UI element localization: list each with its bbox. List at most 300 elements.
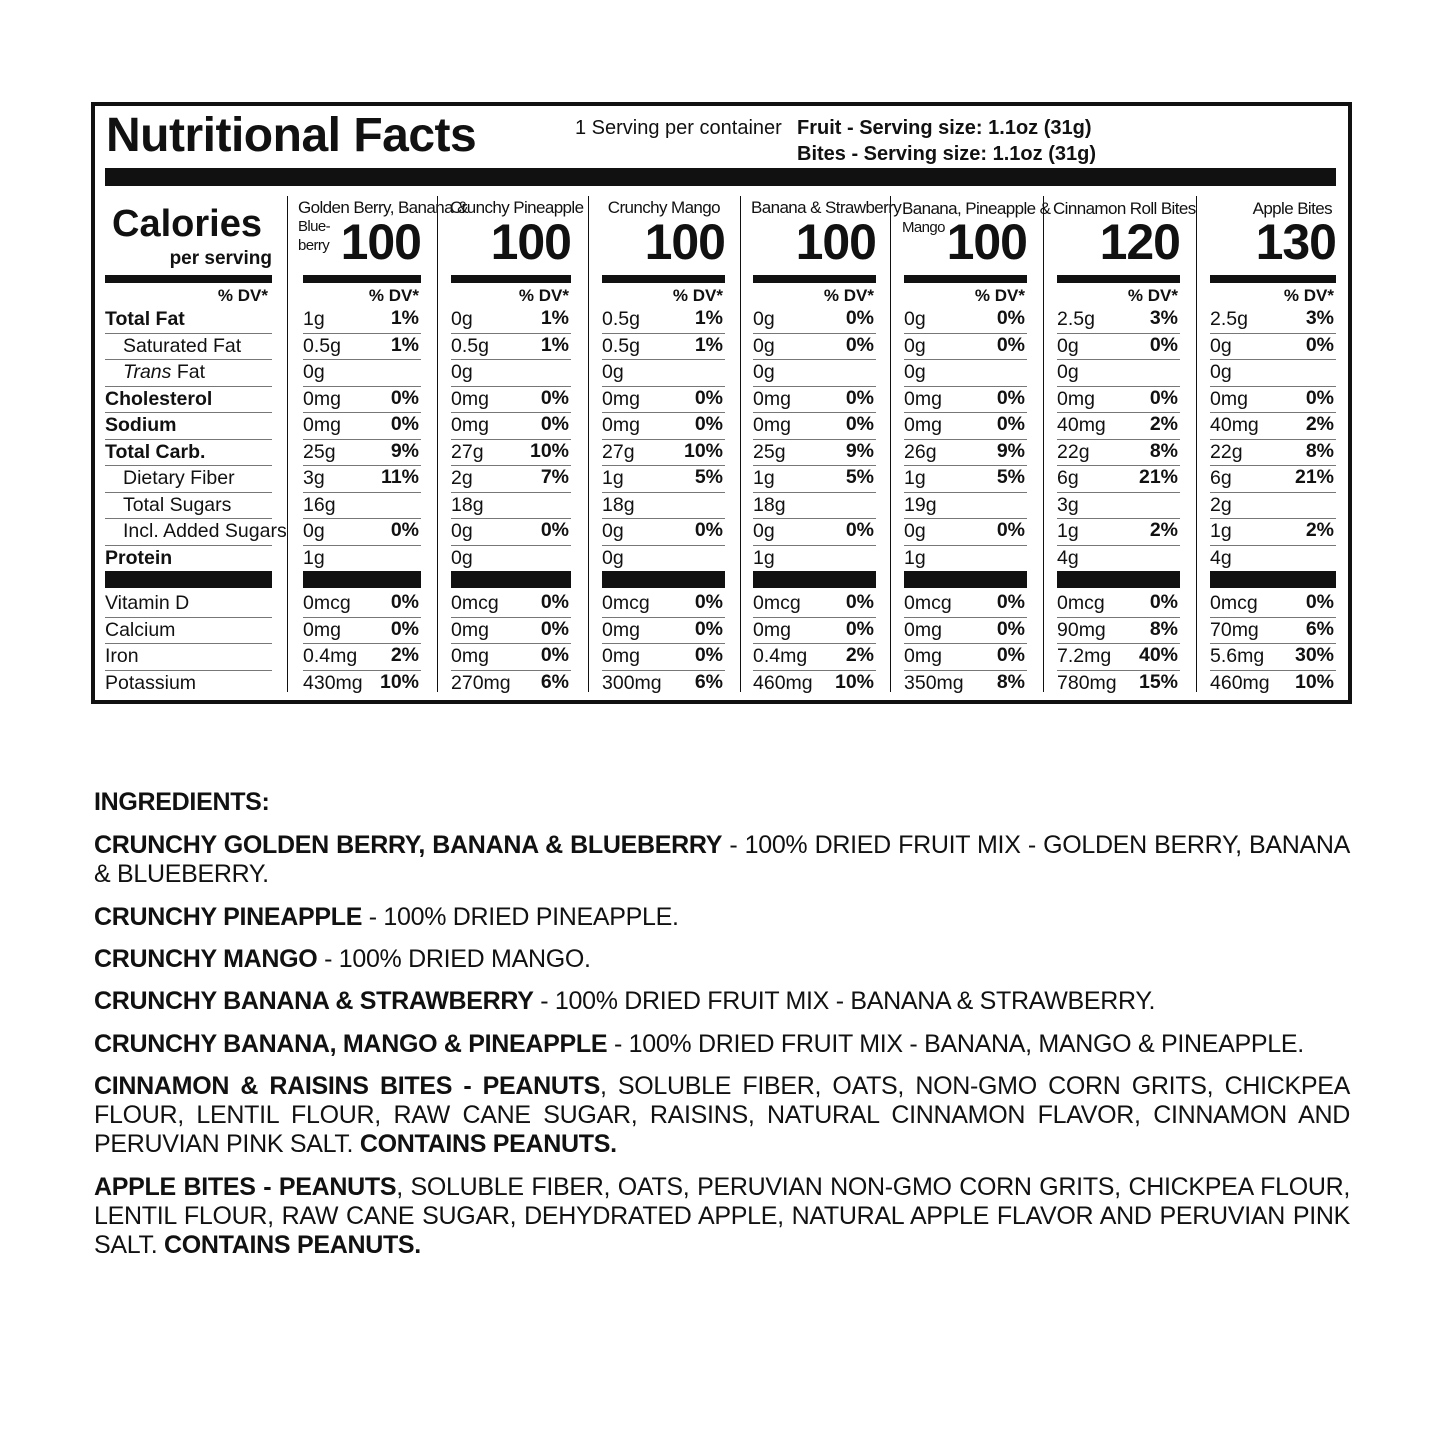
nutrient-amount: 25g bbox=[753, 440, 786, 463]
ingredient-text: - 100% DRIED PINEAPPLE. bbox=[362, 903, 679, 931]
column-separator bbox=[588, 196, 589, 692]
nutrient-amount: 1g bbox=[904, 546, 926, 569]
row-rule bbox=[753, 545, 876, 546]
nutrient-dv: 8% bbox=[1149, 439, 1178, 462]
nutrient-dv: 10% bbox=[1294, 670, 1334, 693]
nutrient-amount: 26g bbox=[904, 440, 937, 463]
nutrient-dv: 5% bbox=[996, 466, 1025, 488]
calories-value: 100 bbox=[946, 214, 1027, 270]
dv-header: % DV* bbox=[823, 286, 874, 305]
section-bar bbox=[753, 571, 876, 588]
calories-value: 100 bbox=[795, 214, 876, 270]
nutrient-amount: 270mg bbox=[451, 671, 511, 694]
ingredient-product-name: CINNAMON & RAISINS BITES - PEANUTS bbox=[94, 1072, 600, 1100]
nutrient-amount: 0mg bbox=[602, 618, 640, 641]
row-rule bbox=[105, 465, 272, 466]
nutrient-dv: 0% bbox=[845, 519, 874, 541]
nutrient-amount: 0mg bbox=[602, 645, 640, 667]
dv-header: % DV* bbox=[1127, 286, 1178, 305]
row-rule bbox=[105, 518, 272, 519]
nutrient-dv: 11% bbox=[381, 466, 419, 488]
nutrient-dv: 40% bbox=[1138, 644, 1178, 666]
nutrient-amount: 18g bbox=[451, 493, 484, 516]
section-bar bbox=[904, 571, 1027, 588]
ingredient-text: , SOLUBLE FIBER, OATS, PERUVIAN NON-GMO CORN GRITS, CHICKPEA FLOUR, LENTIL FLOUR, RAW CANE SUGAR, DEHYDRATED APPLE, NATURAL APPLE FLAVOR AND PERUVIAN PINK SALT. bbox=[94, 1173, 1350, 1259]
section-bar bbox=[1057, 571, 1180, 588]
nutrient-amount: 3g bbox=[303, 467, 325, 489]
nutrient-dv: 9% bbox=[390, 439, 419, 462]
nutrient-dv: 10% bbox=[834, 670, 874, 693]
nutrient-amount: 0g bbox=[602, 520, 624, 542]
nutrient-dv: 6% bbox=[540, 670, 569, 693]
nutrient-amount: 1g bbox=[1210, 520, 1232, 542]
nutrient-amount: 0mg bbox=[753, 387, 791, 410]
nutrient-amount: 0g bbox=[303, 361, 325, 383]
nutrient-amount: 1g bbox=[1057, 520, 1079, 542]
nutrient-amount: 0mcg bbox=[753, 592, 801, 614]
nutrient-dv: 3% bbox=[1305, 307, 1334, 329]
row-rule bbox=[1210, 492, 1336, 493]
nutrient-dv: 1% bbox=[540, 333, 569, 356]
nutrient-amount: 2.5g bbox=[1057, 308, 1095, 330]
thick-rule bbox=[451, 275, 571, 283]
column-separator bbox=[740, 196, 741, 692]
calories-value: 100 bbox=[340, 214, 421, 270]
thick-rule bbox=[303, 275, 421, 283]
nutrient-dv: 8% bbox=[1305, 439, 1334, 462]
nutrient-amount: 0.5g bbox=[602, 334, 640, 357]
row-rule bbox=[753, 492, 876, 493]
nutrient-dv: 5% bbox=[845, 466, 874, 488]
nutrient-amount: 40mg bbox=[1210, 414, 1259, 436]
ingredient-allergen: CONTAINS PEANUTS. bbox=[359, 1130, 617, 1158]
nutrient-amount: 40mg bbox=[1057, 414, 1106, 436]
nutrient-amount: 0mcg bbox=[451, 592, 499, 614]
nutrient-amount: 2.5g bbox=[1210, 308, 1248, 330]
row-rule bbox=[451, 359, 571, 360]
nutrient-dv: 2% bbox=[1305, 413, 1334, 435]
row-rule bbox=[602, 492, 725, 493]
nutrient-amount: 0g bbox=[1210, 361, 1232, 383]
nutrient-amount: 460mg bbox=[753, 671, 813, 694]
ingredient-text: , SOLUBLE FIBER, OATS, NON-GMO CORN GRITS, CHICKPEA FLOUR, LENTIL FLOUR, RAW CANE SUGAR, RAISINS, NATURAL CINNAMON FLAVOR, CINNAMON AND PERUVIAN PINK SALT. bbox=[94, 1072, 1350, 1158]
nutrient-amount: 2g bbox=[451, 467, 473, 489]
product-name-line: Mango bbox=[902, 219, 945, 236]
nutrient-amount: 0mg bbox=[904, 645, 942, 667]
product-name-line: Banana & Strawberry bbox=[751, 198, 902, 217]
nutrient-dv: 1% bbox=[390, 307, 419, 329]
dv-header: % DV* bbox=[217, 286, 268, 305]
nutrient-dv: 2% bbox=[1305, 519, 1334, 541]
nutrient-dv: 0% bbox=[694, 591, 723, 613]
nutrient-amount: 0g bbox=[904, 308, 926, 330]
ingredient-product-name: APPLE BITES - PEANUTS bbox=[94, 1173, 397, 1201]
nutrient-amount: 0mg bbox=[602, 414, 640, 436]
nutrient-amount: 430mg bbox=[303, 671, 363, 694]
nutrient-label: Protein bbox=[105, 546, 173, 569]
calories-value: 100 bbox=[490, 214, 571, 270]
nutrient-amount: 0mcg bbox=[1057, 592, 1105, 614]
nutrient-amount: 0mg bbox=[904, 618, 942, 641]
product-name-line: berry bbox=[298, 237, 330, 254]
nutrient-label: Calcium bbox=[105, 618, 176, 641]
nutrient-dv: 0% bbox=[694, 386, 723, 409]
thick-rule bbox=[602, 275, 725, 283]
nutrient-dv: 0% bbox=[1149, 386, 1178, 409]
row-rule bbox=[105, 492, 272, 493]
thick-rule bbox=[105, 275, 272, 283]
nutrient-amount: 0g bbox=[451, 520, 473, 542]
nutrient-dv: 30% bbox=[1294, 644, 1334, 666]
row-rule bbox=[451, 492, 571, 493]
dv-header: % DV* bbox=[1283, 286, 1334, 305]
nutrient-dv: 10% bbox=[529, 439, 569, 462]
section-bar bbox=[105, 571, 272, 588]
nutrient-dv: 0% bbox=[1305, 591, 1334, 613]
nutrient-amount: 0g bbox=[753, 520, 775, 542]
nutrient-amount: 0mcg bbox=[602, 592, 650, 614]
nutrient-amount: 22g bbox=[1057, 440, 1090, 463]
nutrient-dv: 2% bbox=[1149, 413, 1178, 435]
column-separator bbox=[1196, 196, 1197, 692]
nutrient-dv: 2% bbox=[1149, 519, 1178, 541]
nutrient-dv: 1% bbox=[390, 333, 419, 356]
nutrient-dv: 1% bbox=[694, 307, 723, 329]
nutrient-amount: 780mg bbox=[1057, 671, 1117, 694]
nutrient-dv: 0% bbox=[1149, 591, 1178, 613]
nutrient-dv: 0% bbox=[694, 519, 723, 541]
section-bar bbox=[303, 571, 421, 588]
nutrient-amount: 0g bbox=[303, 520, 325, 542]
nutrient-label: Total Carb. bbox=[105, 440, 206, 463]
nutrient-amount: 0mg bbox=[303, 618, 341, 641]
nutrient-dv: 0% bbox=[996, 617, 1025, 640]
nutrient-dv: 0% bbox=[845, 333, 874, 356]
nutrient-label: Total Sugars bbox=[123, 493, 232, 516]
nutrient-amount: 0mg bbox=[451, 618, 489, 641]
nutrient-amount: 0mg bbox=[904, 414, 942, 436]
column-separator bbox=[437, 196, 438, 692]
calories-value: 120 bbox=[1099, 214, 1180, 270]
nutrient-dv: 8% bbox=[1149, 617, 1178, 640]
nutrient-dv: 0% bbox=[694, 617, 723, 640]
nutrient-dv: 21% bbox=[1138, 466, 1178, 488]
nutrient-amount: 0mg bbox=[303, 387, 341, 410]
serving-size-bites: Bites - Serving size: 1.1oz (31g) bbox=[797, 143, 1096, 165]
row-rule bbox=[105, 333, 272, 334]
nutrient-dv: 0% bbox=[390, 519, 419, 541]
ingredient-text: - 100% DRIED FRUIT MIX - GOLDEN BERRY, BANANA & BLUEBERRY. bbox=[94, 831, 1350, 888]
nutrient-dv: 0% bbox=[1149, 333, 1178, 356]
nutrient-amount: 0mg bbox=[303, 414, 341, 436]
nutrient-amount: 0g bbox=[1210, 334, 1232, 357]
nutrient-dv: 6% bbox=[694, 670, 723, 693]
nutrient-amount: 19g bbox=[904, 493, 937, 516]
nutrient-amount: 18g bbox=[602, 493, 635, 516]
nutrient-amount: 0mg bbox=[451, 645, 489, 667]
nutrient-label bbox=[105, 361, 205, 384]
nutrient-amount: 0.4mg bbox=[303, 645, 358, 667]
nutrient-amount: 16g bbox=[303, 493, 336, 516]
nutrient-amount: 0g bbox=[904, 334, 926, 357]
nutrient-dv: 10% bbox=[379, 670, 419, 693]
nutrient-dv: 8% bbox=[996, 670, 1025, 693]
nutrient-dv: 0% bbox=[996, 386, 1025, 409]
nutrient-amount: 70mg bbox=[1210, 618, 1259, 641]
nutrient-amount: 18g bbox=[753, 493, 786, 516]
nutrient-amount: 4g bbox=[1210, 546, 1232, 569]
nutrient-dv: 10% bbox=[683, 439, 723, 462]
nutrient-amount: 0g bbox=[602, 546, 624, 569]
nutrient-amount: 300mg bbox=[602, 671, 662, 694]
row-rule bbox=[904, 492, 1027, 493]
nutrient-dv: 0% bbox=[694, 413, 723, 435]
nutrient-dv: 0% bbox=[540, 617, 569, 640]
nutrient-amount: 1g bbox=[303, 546, 325, 569]
nutrient-amount: 0mcg bbox=[904, 592, 952, 614]
row-rule bbox=[105, 643, 272, 644]
nutrient-label: Sodium bbox=[105, 414, 177, 436]
ingredient-product-name: CRUNCHY BANANA & STRAWBERRY bbox=[94, 987, 534, 1015]
nutrient-dv: 0% bbox=[845, 591, 874, 613]
nutrient-dv: 0% bbox=[996, 333, 1025, 356]
calories-value: 130 bbox=[1255, 214, 1336, 270]
nutrient-amount: 0.4mg bbox=[753, 645, 808, 667]
product-name-line: Golden Berry, Banana & bbox=[298, 198, 468, 217]
nutrient-dv: 0% bbox=[996, 307, 1025, 329]
nutrient-amount: 0mg bbox=[1057, 387, 1095, 410]
product-name-line: Blue- bbox=[298, 218, 331, 235]
nutrient-amount: 0g bbox=[904, 361, 926, 383]
nutrient-amount: 0g bbox=[451, 361, 473, 383]
nutrient-amount: 0mg bbox=[602, 387, 640, 410]
nutrient-amount: 0.5g bbox=[602, 308, 640, 330]
row-rule bbox=[904, 545, 1027, 546]
nutrient-amount: 3g bbox=[1057, 493, 1079, 516]
row-rule bbox=[105, 545, 272, 546]
nutrient-amount: 350mg bbox=[904, 671, 964, 694]
nutrient-label-prefix: Trans bbox=[123, 361, 172, 383]
nutrient-amount: 1g bbox=[602, 467, 624, 489]
product-name-line: Crunchy Pineapple bbox=[450, 198, 584, 217]
section-bar bbox=[602, 571, 725, 588]
nutrient-dv: 0% bbox=[540, 519, 569, 541]
product-name-line: Crunchy Mango bbox=[607, 198, 720, 217]
nutrient-label: Vitamin D bbox=[105, 592, 190, 614]
nutrient-amount: 6g bbox=[1057, 467, 1079, 489]
nutrient-dv: 1% bbox=[694, 333, 723, 356]
dv-header: % DV* bbox=[368, 286, 419, 305]
nutrient-amount: 22g bbox=[1210, 440, 1243, 463]
row-rule bbox=[451, 545, 571, 546]
ingredient-text: - 100% DRIED MANGO. bbox=[317, 945, 591, 973]
product-name-line: Banana, Pineapple & bbox=[902, 199, 1051, 218]
nutrient-dv: 0% bbox=[390, 386, 419, 409]
nutrient-dv: 5% bbox=[694, 466, 723, 488]
dv-header: % DV* bbox=[672, 286, 723, 305]
nutrient-dv: 0% bbox=[694, 644, 723, 666]
nutrient-dv: 0% bbox=[845, 617, 874, 640]
nutrient-amount: 0mg bbox=[753, 414, 791, 436]
ingredient-text: - 100% DRIED FRUIT MIX - BANANA, MANGO & PINEAPPLE. bbox=[607, 1030, 1304, 1058]
ingredient-product-name: CRUNCHY GOLDEN BERRY, BANANA & BLUEBERRY bbox=[94, 831, 723, 859]
calories-label: Calories bbox=[112, 203, 262, 245]
nutrient-label: Cholesterol bbox=[105, 387, 213, 410]
row-rule bbox=[904, 359, 1027, 360]
row-rule bbox=[105, 359, 272, 360]
section-bar bbox=[1210, 571, 1336, 588]
nutrient-label: Potassium bbox=[105, 671, 197, 694]
nutrient-amount: 1g bbox=[303, 308, 325, 330]
nutrient-amount: 0.5g bbox=[451, 334, 489, 357]
nutrient-amount: 0g bbox=[451, 308, 473, 330]
nutrient-amount: 0g bbox=[602, 361, 624, 383]
nutrient-dv: 0% bbox=[540, 644, 569, 666]
column-separator bbox=[890, 196, 891, 692]
nutrient-amount: 460mg bbox=[1210, 671, 1270, 694]
nutrient-amount: 90mg bbox=[1057, 618, 1106, 641]
nutrient-dv: 0% bbox=[1305, 386, 1334, 409]
row-rule bbox=[105, 670, 272, 671]
ingredient-entry bbox=[94, 903, 1350, 932]
nutrient-dv: 0% bbox=[845, 386, 874, 409]
per-serving-label: per serving bbox=[169, 248, 272, 269]
thick-rule bbox=[1057, 275, 1180, 283]
dv-header: % DV* bbox=[974, 286, 1025, 305]
ingredient-entry bbox=[94, 1173, 1350, 1260]
nutrient-amount: 0g bbox=[904, 520, 926, 542]
nutrient-dv: 15% bbox=[1138, 670, 1178, 693]
thick-rule bbox=[753, 275, 876, 283]
row-rule bbox=[105, 439, 272, 440]
row-rule bbox=[1210, 545, 1336, 546]
nutrient-dv: 0% bbox=[540, 386, 569, 409]
nutrient-amount: 5.6mg bbox=[1210, 645, 1265, 667]
row-rule bbox=[105, 412, 272, 413]
row-rule bbox=[1057, 545, 1180, 546]
nutrient-label: Incl. Added Sugars bbox=[123, 520, 287, 542]
nutrient-amount: 0mg bbox=[1210, 387, 1248, 410]
row-rule bbox=[1057, 359, 1180, 360]
nutrient-amount: 1g bbox=[904, 467, 926, 489]
row-rule bbox=[753, 359, 876, 360]
nutrient-label: Saturated Fat bbox=[123, 334, 242, 357]
nutrient-dv: 0% bbox=[390, 617, 419, 640]
serving-size-fruit: Fruit - Serving size: 1.1oz (31g) bbox=[797, 117, 1092, 139]
nutrient-amount: 0g bbox=[1057, 334, 1079, 357]
row-rule bbox=[303, 492, 421, 493]
nutrient-dv: 21% bbox=[1294, 466, 1334, 488]
nutrient-dv: 0% bbox=[845, 413, 874, 435]
section-bar bbox=[451, 571, 571, 588]
dv-header: % DV* bbox=[518, 286, 569, 305]
product-name-line: Apple Bites bbox=[1252, 199, 1332, 218]
nutrient-dv: 0% bbox=[845, 307, 874, 329]
servings-per-container: 1 Serving per container bbox=[575, 117, 782, 139]
nutrient-dv: 0% bbox=[996, 591, 1025, 613]
nutrient-dv: 0% bbox=[996, 413, 1025, 435]
row-rule bbox=[602, 359, 725, 360]
nutrient-dv: 6% bbox=[1305, 617, 1334, 640]
calories-value: 100 bbox=[644, 214, 725, 270]
nutrient-dv: 0% bbox=[996, 644, 1025, 666]
nutrient-amount: 0g bbox=[451, 546, 473, 569]
nutrient-amount: 6g bbox=[1210, 467, 1232, 489]
nutrient-amount: 1g bbox=[753, 546, 775, 569]
nutrient-dv: 0% bbox=[540, 591, 569, 613]
nutrient-amount: 4g bbox=[1057, 546, 1079, 569]
row-rule bbox=[303, 545, 421, 546]
nutrient-dv: 2% bbox=[390, 644, 419, 666]
nutrient-amount: 0g bbox=[1057, 361, 1079, 383]
nutrient-dv: 9% bbox=[996, 439, 1025, 462]
ingredient-entry bbox=[94, 987, 1350, 1016]
nutrient-amount: 27g bbox=[602, 440, 635, 463]
nutrient-label: Iron bbox=[105, 645, 139, 667]
ingredient-text: - 100% DRIED FRUIT MIX - BANANA & STRAWBERRY. bbox=[533, 987, 1156, 1015]
nutrient-dv: 2% bbox=[845, 644, 874, 666]
ingredient-entry bbox=[94, 831, 1350, 889]
top-divider-bar bbox=[105, 168, 1336, 186]
nutrient-amount: 27g bbox=[451, 440, 484, 463]
thick-rule bbox=[1210, 275, 1336, 283]
nutrient-dv: 0% bbox=[390, 591, 419, 613]
nutrient-amount: 7.2mg bbox=[1057, 645, 1112, 667]
ingredient-product-name: CRUNCHY PINEAPPLE bbox=[94, 903, 363, 931]
product-name-line: Cinnamon Roll Bites bbox=[1053, 199, 1196, 218]
nutrient-amount: 0mg bbox=[451, 387, 489, 410]
ingredient-entry bbox=[94, 945, 1350, 974]
nutrient-amount: 0mcg bbox=[1210, 592, 1258, 614]
thick-rule bbox=[904, 275, 1027, 283]
column-separator bbox=[287, 196, 288, 692]
nutrient-amount: 0.5g bbox=[303, 334, 341, 357]
nutrient-amount: 2g bbox=[1210, 493, 1232, 516]
column-separator bbox=[1043, 196, 1044, 692]
nutrient-label: Dietary Fiber bbox=[123, 467, 235, 489]
row-rule bbox=[105, 386, 272, 387]
row-rule bbox=[1210, 359, 1336, 360]
nutrient-amount: 1g bbox=[753, 467, 775, 489]
nutrient-amount: 25g bbox=[303, 440, 336, 463]
nutrient-amount: 0mg bbox=[451, 414, 489, 436]
nutrient-dv: 0% bbox=[540, 413, 569, 435]
nutrient-dv: 0% bbox=[996, 519, 1025, 541]
nutrient-dv: 3% bbox=[1149, 307, 1178, 329]
ingredients-heading: INGREDIENTS: bbox=[94, 788, 270, 816]
nutrient-amount: 0g bbox=[753, 308, 775, 330]
nutrient-dv: 0% bbox=[390, 413, 419, 435]
ingredient-allergen: CONTAINS PEANUTS. bbox=[164, 1231, 421, 1259]
ingredient-entry bbox=[94, 1030, 1350, 1059]
ingredient-product-name: CRUNCHY MANGO bbox=[94, 945, 318, 973]
row-rule bbox=[602, 545, 725, 546]
nutrient-amount: 0g bbox=[753, 334, 775, 357]
nutrient-amount: 0mg bbox=[904, 387, 942, 410]
row-rule bbox=[303, 359, 421, 360]
ingredient-product-name: CRUNCHY BANANA, MANGO & PINEAPPLE bbox=[94, 1030, 608, 1058]
nutrient-amount: 0mcg bbox=[303, 592, 351, 614]
nutrient-label: Total Fat bbox=[105, 308, 185, 330]
row-rule bbox=[1057, 492, 1180, 493]
nutrient-amount: 0mg bbox=[753, 618, 791, 641]
nutrient-dv: 0% bbox=[1305, 333, 1334, 356]
panel-title: Nutritional Facts bbox=[106, 109, 477, 162]
ingredient-entry bbox=[94, 1072, 1350, 1159]
nutrient-amount: 0g bbox=[753, 361, 775, 383]
nutrient-dv: 7% bbox=[540, 466, 569, 488]
nutrient-dv: 1% bbox=[540, 307, 569, 329]
